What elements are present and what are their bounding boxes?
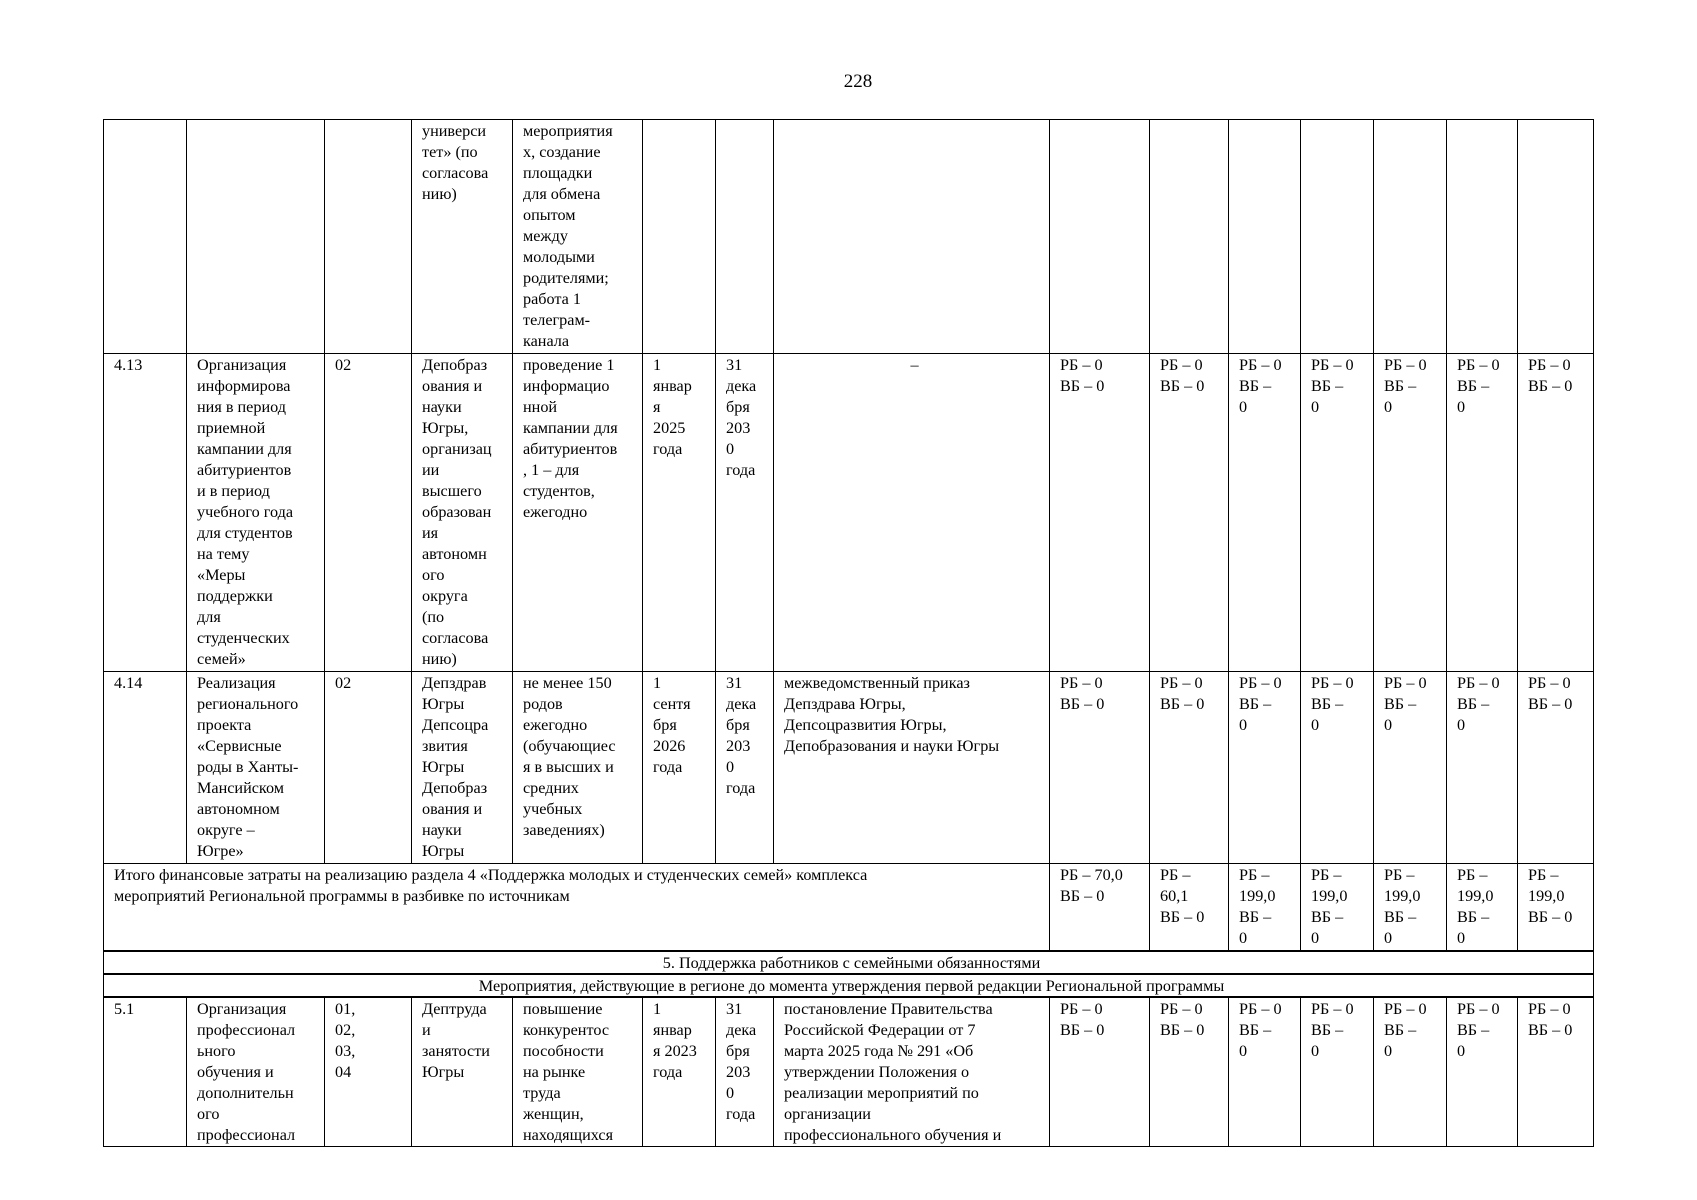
total-finance-6: РБ – 199,0 ВБ – 0 [1447,864,1518,951]
total-finance-3: РБ – 199,0 ВБ – 0 [1229,864,1301,951]
cell-finance-6: РБ – 0 ВБ – 0 [1447,354,1518,672]
cell-title: Организация профессионал ьного обучения и дополнительн ого профессионал [187,997,325,1147]
cell-tasks: 02 [325,672,412,864]
table-row [104,997,1594,1147]
cell-finance-6: РБ – 0 ВБ – 0 [1447,672,1518,864]
total-finance-4: РБ – 199,0 ВБ – 0 [1301,864,1374,951]
cell-finance-3: РБ – 0 ВБ – 0 [1229,672,1301,864]
cell-executor: Депздрав Югры Депсоцра звития Югры Депобраз ования и науки Югры [412,672,513,864]
cell-executor: Депобраз ования и науки Югры, организац ии высшего образован ия автономн ого округа (по согласова нию) [412,354,513,672]
cell-tasks: 01, 02, 03, 04 [325,997,412,1147]
cell-finance-2: РБ – 0 ВБ – 0 [1150,997,1229,1147]
section-5-title: 5. Поддержка работников с семейными обязанностями [104,951,1594,974]
cell-result: не менее 150 родов ежегодно (обучающиес я в высших и средних учебных заведениях) [513,672,643,864]
cell-executor: универси тет» (по согласова нию) [412,120,513,354]
cell-id [104,120,187,354]
cell-end: 31 дека бря 203 0 года [716,354,774,672]
total-row [104,864,1594,951]
cell-finance-5 [1374,120,1447,354]
cell-document [774,120,1050,354]
section-subtitle-row [104,974,1594,997]
total-label: Итого финансовые затраты на реализацию раздела 4 «Поддержка молодых и студенческих семей» комплекса мероприятий Региональной программы в разбивке по источникам [104,864,1050,951]
cell-id: 4.14 [104,672,187,864]
total-finance-5: РБ – 199,0 ВБ – 0 [1374,864,1447,951]
table-row [104,672,1594,864]
section-5-subtitle: Мероприятия, действующие в регионе до момента утверждения первой редакции Региональной программы [104,974,1594,997]
cell-document: постановление Правительства Российской Федерации от 7 марта 2025 года № 291 «Об утверждении Положения о реализации мероприятий по организации профессионального обучения и [774,997,1050,1147]
cell-end: 31 дека бря 203 0 года [716,997,774,1147]
cell-finance-7 [1518,120,1594,354]
cell-tasks: 02 [325,354,412,672]
cell-finance-1 [1050,120,1150,354]
cell-finance-2: РБ – 0 ВБ – 0 [1150,672,1229,864]
cell-finance-7: РБ – 0 ВБ – 0 [1518,354,1594,672]
cell-finance-4: РБ – 0 ВБ – 0 [1301,354,1374,672]
cell-start: 1 сентя бря 2026 года [643,672,716,864]
cell-finance-5: РБ – 0 ВБ – 0 [1374,672,1447,864]
cell-finance-3: РБ – 0 ВБ – 0 [1229,997,1301,1147]
cell-finance-3: РБ – 0 ВБ – 0 [1229,354,1301,672]
total-finance-2: РБ – 60,1 ВБ – 0 [1150,864,1229,951]
cell-start [643,120,716,354]
cell-finance-5: РБ – 0 ВБ – 0 [1374,354,1447,672]
cell-finance-6 [1447,120,1518,354]
measures-table [103,119,1594,1147]
cell-title: Реализация регионального проекта «Сервисные роды в Ханты- Мансийском автономном округе – Югре» [187,672,325,864]
cell-executor: Дептруда и занятости Югры [412,997,513,1147]
cell-finance-1: РБ – 0 ВБ – 0 [1050,997,1150,1147]
table-row [104,354,1594,672]
section-title-row [104,951,1594,974]
cell-id: 4.13 [104,354,187,672]
cell-result: мероприятия х, создание площадки для обмена опытом между молодыми родителями; работа 1 телеграм- канала [513,120,643,354]
cell-document: – [774,354,1050,672]
table-row [104,120,1594,354]
cell-finance-7: РБ – 0 ВБ – 0 [1518,997,1594,1147]
cell-start: 1 январ я 2023 года [643,997,716,1147]
cell-end [716,120,774,354]
cell-result: повышение конкурентос пособности на рынке труда женщин, находящихся [513,997,643,1147]
cell-finance-4: РБ – 0 ВБ – 0 [1301,997,1374,1147]
total-finance-1: РБ – 70,0 ВБ – 0 [1050,864,1150,951]
cell-title [187,120,325,354]
cell-finance-4 [1301,120,1374,354]
cell-finance-2: РБ – 0 ВБ – 0 [1150,354,1229,672]
cell-tasks [325,120,412,354]
cell-id: 5.1 [104,997,187,1147]
cell-finance-3 [1229,120,1301,354]
total-finance-7: РБ – 199,0 ВБ – 0 [1518,864,1594,951]
cell-finance-1: РБ – 0 ВБ – 0 [1050,354,1150,672]
cell-result: проведение 1 информацио нной кампании для абитуриентов , 1 – для студентов, ежегодно [513,354,643,672]
cell-document: межведомственный приказ Депздрава Югры, Депсоцразвития Югры, Депобразования и науки Югры [774,672,1050,864]
cell-start: 1 январ я 2025 года [643,354,716,672]
cell-title: Организация информирова ния в период приемной кампании для абитуриентов и в период учебного года для студентов на тему «Меры поддержки для студенческих семей» [187,354,325,672]
cell-finance-4: РБ – 0 ВБ – 0 [1301,672,1374,864]
page-number: 228 [843,71,873,92]
cell-end: 31 дека бря 203 0 года [716,672,774,864]
table-body [104,120,1594,1147]
cell-finance-5: РБ – 0 ВБ – 0 [1374,997,1447,1147]
cell-finance-7: РБ – 0 ВБ – 0 [1518,672,1594,864]
cell-finance-2 [1150,120,1229,354]
cell-finance-1: РБ – 0 ВБ – 0 [1050,672,1150,864]
cell-finance-6: РБ – 0 ВБ – 0 [1447,997,1518,1147]
